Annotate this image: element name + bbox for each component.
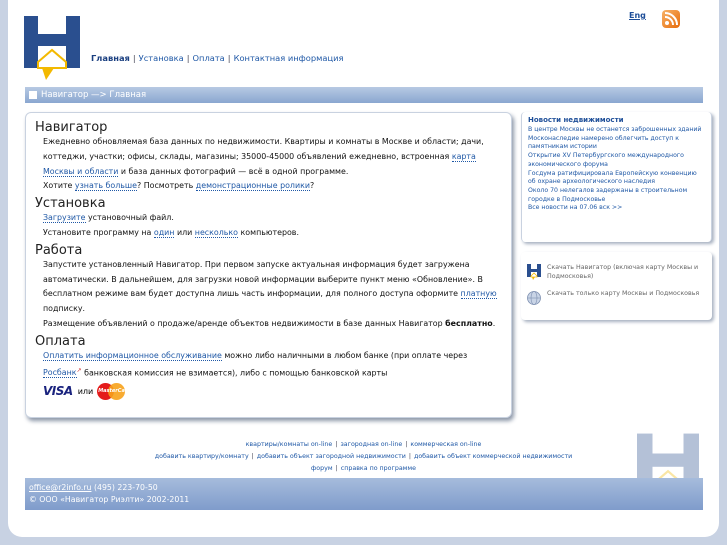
news-item[interactable]: В центре Москвы не останется заброшенных зданий: [528, 126, 702, 133]
visa-logo[interactable]: VISA: [43, 384, 73, 399]
news-title[interactable]: Новости недвижимости: [528, 116, 624, 124]
download-full-label[interactable]: Скачать Навигатор (включая карту Москвы и Подмосковья): [547, 264, 699, 280]
globe-icon: [527, 290, 541, 306]
one-computer-link[interactable]: один: [153, 227, 175, 237]
section-title-install: Установка: [35, 196, 106, 212]
main-content: [25, 112, 512, 418]
footer-link-commercial[interactable]: коммерческая on-line: [410, 441, 482, 448]
all-news-link[interactable]: Все новости на 07.06 вск >>: [528, 204, 623, 212]
downloads-box: [521, 252, 712, 320]
language-link[interactable]: Eng: [629, 11, 646, 20]
footer-link-flats[interactable]: квартиры/комнаты on-line: [245, 441, 333, 448]
rss-icon[interactable]: [662, 10, 680, 28]
work-free-listing: Размещение объявлений о продаже/аренде объектов недвижимости в базе данных Навигатор бесплатно.: [43, 318, 496, 328]
payment-cards: [35, 383, 502, 400]
email-link[interactable]: office@r2info.ru: [29, 483, 92, 492]
external-link-icon: ↗: [76, 366, 82, 374]
footer-link-add-commercial[interactable]: добавить объект коммерческой недвижимости: [413, 453, 573, 461]
breadcrumb-square-icon: [29, 91, 37, 99]
several-computers-link[interactable]: несколько: [194, 227, 239, 237]
news-box: [521, 112, 712, 242]
navigator-logo[interactable]: [24, 16, 80, 80]
download-map[interactable]: [527, 290, 707, 306]
or-label: или: [77, 386, 94, 396]
navigator-description: Ежедневно обновляемая база данных по недвижимости. Квартиры и комнаты в Москве и области; дачи, коттеджи, участки; офисы, склады, магазины; 35000-45000 объявлений ежедневно, встроенная карта Москвы и области и база данных фотографий — всё в одной программе.: [43, 137, 484, 176]
section-title-navigator: Навигатор: [35, 120, 108, 135]
paid-subscription-link[interactable]: платную: [460, 289, 497, 299]
top-navigation: Главная | Установка | Оплата | Контактная информация: [91, 53, 344, 63]
learn-more-link[interactable]: узнать больше: [74, 181, 137, 191]
footer-link-country[interactable]: загородная on-line: [340, 441, 403, 448]
footer-link-forum[interactable]: форум: [310, 465, 333, 473]
rosbank-link[interactable]: Росбанк: [43, 368, 77, 378]
navigator-more: Хотите узнать больше? Посмотреть демонстрационные ролики?: [43, 181, 315, 191]
footer-link-help[interactable]: справка по программе: [340, 465, 417, 473]
contact-bar: [25, 478, 703, 510]
news-item[interactable]: Москонаследие намерено облегчить доступ к памятникам истории: [528, 134, 679, 151]
map-link[interactable]: карта Москвы и области: [43, 151, 476, 176]
nav-contacts[interactable]: Контактная информация: [233, 53, 344, 63]
news-item[interactable]: Открытие XV Петербургского международного экономического форума: [528, 152, 684, 168]
copyright: © ООО «Навигатор Риэлти» 2002-2011: [29, 495, 190, 504]
download-full[interactable]: [527, 264, 707, 281]
phone: (495) 223-70-50: [91, 483, 158, 492]
pay-service-link[interactable]: Оплатить информационное обслуживание: [43, 350, 222, 360]
nav-home[interactable]: Главная: [91, 53, 130, 63]
demo-videos-link[interactable]: демонстрационные ролики: [195, 181, 310, 191]
section-title-work: Работа: [35, 242, 83, 258]
footer-link-add-country[interactable]: добавить объект загородной недвижимости: [256, 453, 406, 461]
nav-install[interactable]: Установка: [138, 53, 184, 63]
payment-description: Оплатить информационное обслуживание можно либо наличными в любом банке (при оплате через Росбанк↗ банковская комиссия не взимается), либо с помощью банковской карты: [43, 350, 468, 378]
install-computers: Установите программу на один или несколько компьютеров.: [43, 227, 299, 237]
nav-payment[interactable]: Оплата: [192, 53, 225, 63]
breadcrumb: Навигатор —> Главная: [41, 90, 147, 100]
footer-links: квартиры/комнаты on-line | загородная on-line | коммерческая on-line добавить квартиру/комнату | добавить объект загородной недвижимости | добавить объект коммерческой недвижимости форум | справка по программе: [154, 441, 573, 473]
work-description: Запустите установленный Навигатор. При первом запуске актуальная информация будет загружена автоматически. В дальнейшем, для загрузки новой информации выберите пункт меню «Обновление». В бесплатном режиме вам будет доступна лишь часть информации, для полного доступа оформите платную подписку.: [43, 259, 497, 314]
download-map-label[interactable]: Скачать только карту Москвы и Подмосковья: [547, 290, 700, 297]
navigator-small-icon: [527, 264, 541, 280]
news-item[interactable]: Госдума ратифицировала Европейскую конвенцию об охране археологического наследия: [528, 169, 697, 186]
footer-link-add-flat[interactable]: добавить квартиру/комнату: [154, 453, 249, 461]
install-download: Загрузите установочный файл.: [43, 213, 174, 223]
section-title-payment: Оплата: [35, 333, 86, 349]
news-item[interactable]: Около 70 нелегалов задержаны в строительном городке в Подмосковье: [528, 186, 688, 203]
download-link[interactable]: Загрузите: [43, 213, 86, 223]
breadcrumb-bar: [25, 87, 703, 103]
mastercard-logo[interactable]: MasterCard: [97, 383, 125, 400]
page: [8, 0, 719, 537]
